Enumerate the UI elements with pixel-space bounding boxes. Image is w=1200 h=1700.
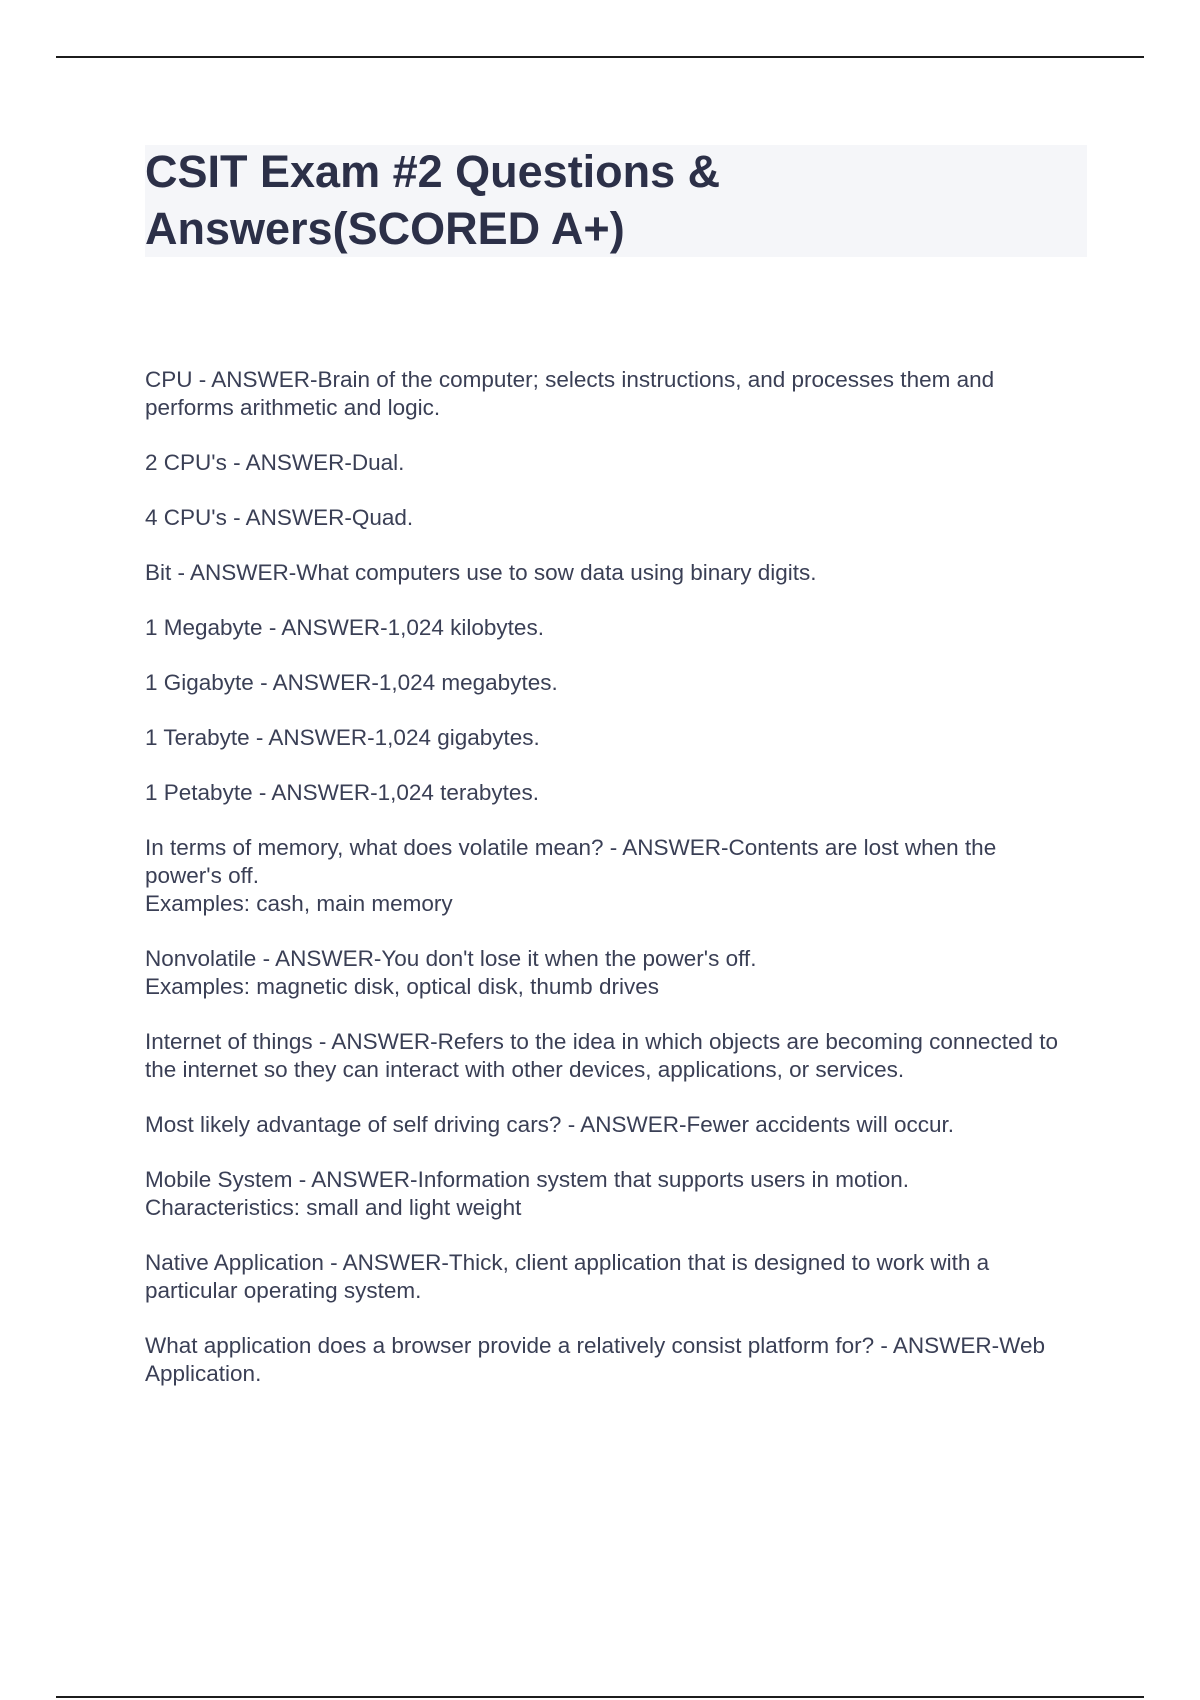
- qa-item: [145, 559, 1075, 587]
- qa-answer: 1,024 terabytes.: [377, 780, 539, 805]
- qa-item: [145, 1028, 1075, 1084]
- qa-separator: - ANSWER-: [171, 560, 297, 585]
- qa-question: Internet of things: [145, 1029, 313, 1054]
- qa-separator: - ANSWER-: [226, 450, 352, 475]
- qa-answer: Contents are lost when the power's off.: [145, 835, 997, 888]
- qa-answer: 1,024 gigabytes.: [374, 725, 540, 750]
- qa-question: 4 CPU's: [145, 505, 227, 530]
- qa-question: What application does a browser provide a relatively consist platform for?: [145, 1333, 875, 1358]
- qa-separator: - ANSWER-: [603, 835, 729, 860]
- qa-question: Most likely advantage of self driving cars?: [145, 1112, 562, 1137]
- qa-item: [145, 1332, 1075, 1388]
- qa-list: [145, 366, 1075, 1415]
- qa-answer: Thick, client application that is designed to work with a particular operating system.: [145, 1250, 990, 1303]
- qa-separator: - ANSWER-: [192, 367, 318, 392]
- qa-answer: Fewer accidents will occur.: [686, 1112, 955, 1137]
- qa-extra: Examples: magnetic disk, optical disk, thumb drives: [145, 974, 659, 999]
- qa-item: [145, 1166, 1075, 1222]
- qa-answer: Brain of the computer; selects instructions, and processes them and performs arithmetic and logic.: [145, 367, 995, 420]
- qa-question: CPU: [145, 367, 193, 392]
- qa-item: [145, 834, 1075, 918]
- bottom-rule: [56, 1696, 1144, 1698]
- qa-item: [145, 449, 1075, 477]
- qa-extra: Characteristics: small and light weight: [145, 1195, 522, 1220]
- qa-separator: - ANSWER-: [262, 615, 388, 640]
- top-rule: [56, 56, 1144, 58]
- qa-separator: - ANSWER-: [256, 946, 382, 971]
- qa-question: 1 Megabyte: [145, 615, 263, 640]
- qa-question: 1 Gigabyte: [145, 670, 254, 695]
- qa-question: Mobile System: [145, 1167, 293, 1192]
- qa-answer: Refers to the idea in which objects are becoming connected to the internet so they can interact with other devices, applications, or services.: [145, 1029, 1058, 1082]
- qa-question: Native Application: [145, 1250, 324, 1275]
- qa-separator: - ANSWER-: [323, 1250, 449, 1275]
- qa-item: [145, 724, 1075, 752]
- qa-answer: 1,024 kilobytes.: [387, 615, 544, 640]
- qa-question: In terms of memory, what does volatile mean?: [145, 835, 604, 860]
- qa-item: [145, 669, 1075, 697]
- qa-answer: You don't lose it when the power's off.: [381, 946, 757, 971]
- qa-extra: Examples: cash, main memory: [145, 891, 453, 916]
- qa-item: [145, 504, 1075, 532]
- qa-separator: - ANSWER-: [249, 725, 375, 750]
- qa-question: Bit: [145, 560, 172, 585]
- qa-separator: - ANSWER-: [253, 670, 379, 695]
- qa-item: [145, 779, 1075, 807]
- qa-answer: Web Application.: [145, 1333, 1045, 1386]
- qa-item: [145, 1111, 1075, 1139]
- qa-item: [145, 1249, 1075, 1305]
- qa-separator: - ANSWER-: [561, 1112, 687, 1137]
- qa-answer: Information system that supports users in motion.: [417, 1167, 910, 1192]
- qa-question: 2 CPU's: [145, 450, 227, 475]
- qa-item: [145, 366, 1075, 422]
- qa-answer: 1,024 megabytes.: [378, 670, 558, 695]
- qa-question: Nonvolatile: [145, 946, 257, 971]
- qa-item: [145, 614, 1075, 642]
- qa-question: 1 Terabyte: [145, 725, 250, 750]
- qa-answer: Dual.: [351, 450, 405, 475]
- qa-question: 1 Petabyte: [145, 780, 253, 805]
- document-title: CSIT Exam #2 Questions & Answers(SCORED A+): [145, 146, 721, 254]
- qa-separator: - ANSWER-: [874, 1333, 1000, 1358]
- qa-separator: - ANSWER-: [312, 1029, 438, 1054]
- qa-answer: Quad.: [351, 505, 414, 530]
- qa-separator: - ANSWER-: [226, 505, 352, 530]
- qa-answer: What computers use to sow data using binary digits.: [296, 560, 817, 585]
- qa-separator: - ANSWER-: [292, 1167, 418, 1192]
- qa-separator: - ANSWER-: [252, 780, 378, 805]
- qa-item: [145, 945, 1075, 1001]
